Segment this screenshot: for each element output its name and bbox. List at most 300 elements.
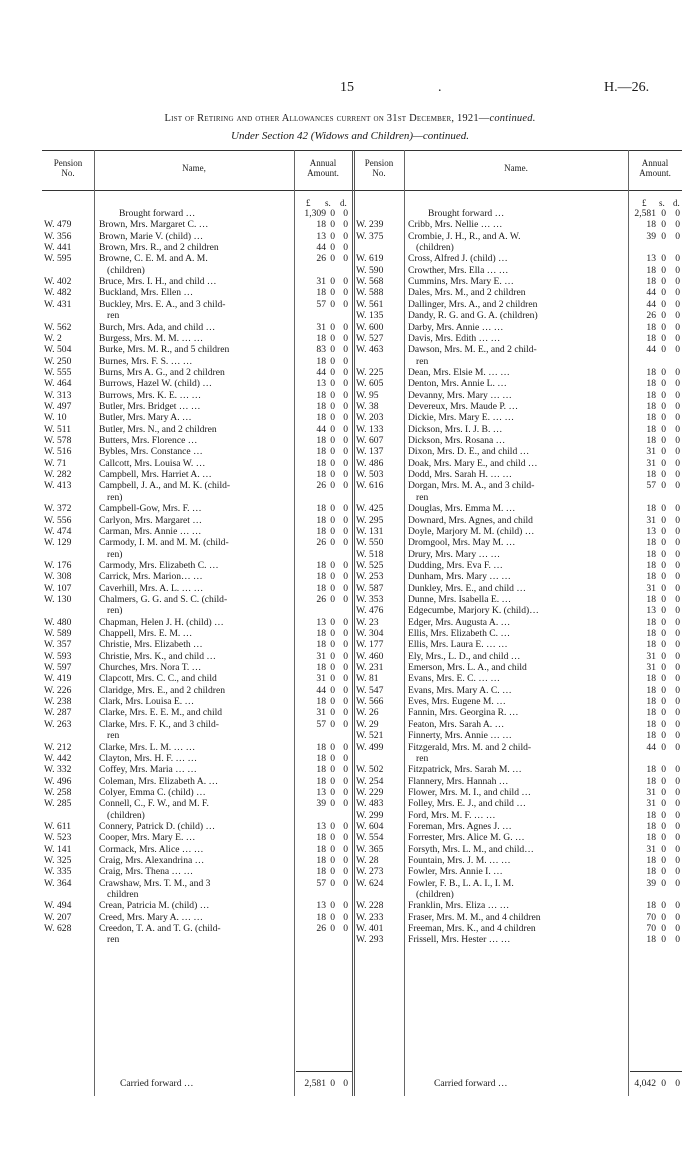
pension-number: W. 556 (44, 514, 72, 526)
amount-pounds: 31 (316, 321, 326, 333)
amount-shillings: 0 (661, 287, 666, 299)
amount-pounds: 26 (316, 537, 326, 549)
pension-number: W. 516 (44, 446, 72, 458)
pensioner-name: Downard, Mrs. Agnes, and child (408, 514, 533, 526)
pensioner-name: (children) (107, 264, 145, 276)
amount-pence: 0 (675, 435, 680, 446)
amount-pence: 0 (343, 900, 348, 912)
pensioner-name: ren (107, 310, 120, 322)
pensioner-name: Clarke, Mrs. F. K., and 3 child- (99, 718, 219, 730)
amount-shillings: 0 (661, 707, 666, 719)
amount-pounds: 18 (316, 662, 326, 673)
amount-shillings: 0 (330, 389, 335, 401)
amount-shillings: 0 (330, 639, 335, 651)
pension-number: W. 141 (44, 843, 72, 855)
amount-pence: 0 (675, 480, 680, 492)
amount-pence: 0 (675, 537, 680, 549)
amount-pence: 0 (675, 582, 680, 594)
pension-number: W. 628 (44, 923, 72, 935)
pension-number: W. 482 (44, 287, 72, 299)
left-total-rule (296, 1071, 352, 1072)
amount-pounds: 18 (316, 332, 326, 344)
pensioner-name: Christie, Mrs. Elizabeth … (99, 639, 203, 651)
pensioner-name: Buckland, Mrs. Ellen … (99, 287, 194, 299)
pension-number: W. 419 (44, 673, 72, 685)
pension-number: W. 81 (356, 673, 379, 685)
amount-pence: 0 (343, 639, 348, 651)
amount-pounds: 39 (316, 798, 326, 810)
amount-shillings: 0 (330, 900, 335, 912)
pension-number: W. 308 (44, 571, 72, 583)
amount-shillings: 0 (330, 253, 335, 265)
amount-pence: 0 (343, 446, 348, 458)
pensioner-name: Campbell, J. A., and M. K. (child- (99, 480, 231, 492)
amount-shillings: 0 (330, 287, 335, 299)
amount-pence: 0 (675, 264, 680, 276)
amount-pounds: 18 (316, 355, 326, 367)
pensioner-name: Dawson, Mrs. M. E., and 2 child- (408, 344, 537, 356)
amount-pence: 0 (675, 605, 680, 617)
column-rule (294, 150, 295, 1096)
amount-pounds: 18 (316, 696, 326, 708)
amount-shillings: 0 (661, 696, 666, 708)
amount-shillings: 0 (661, 469, 666, 481)
amount-pence: 0 (343, 775, 348, 787)
amount-shillings: 0 (330, 696, 335, 708)
amount-pounds: 13 (646, 605, 656, 617)
amount-pence: 0 (343, 344, 348, 356)
pensioner-name: Burrows, Hazel W. (child) … (99, 378, 212, 390)
pensioner-name: Claridge, Mrs. E., and 2 children (99, 684, 226, 696)
amount-pence: 0 (343, 503, 348, 515)
amount-pence: 0 (675, 662, 680, 673)
amount-shillings: 0 (330, 503, 335, 515)
pensioner-name: Chapman, Helen J. H. (child) … (99, 616, 224, 628)
pension-number: W. 547 (356, 684, 384, 696)
amount-shillings: 0 (330, 321, 335, 333)
amount-shillings: 0 (661, 798, 666, 810)
pension-number: W. 605 (356, 378, 384, 390)
amount-pence: 0 (675, 639, 680, 651)
amount-shillings: 0 (330, 514, 335, 526)
brought-forward-label: Brought forward … (119, 208, 196, 219)
pension-number: W. 595 (44, 253, 72, 265)
amount-pence: 0 (343, 469, 348, 481)
amount-pence: 0 (675, 446, 680, 458)
amount-shillings: 0 (330, 786, 335, 798)
amount-pounds: 18 (316, 525, 326, 537)
pensioner-name: Featon, Mrs. Sarah A. … (408, 718, 505, 730)
pension-number: W. 624 (356, 877, 384, 889)
amount-pounds: 39 (646, 877, 656, 889)
amount-pounds: 18 (646, 718, 656, 730)
pension-number: W. 313 (44, 389, 72, 401)
amount-pence: 0 (343, 911, 348, 923)
pensioner-name: Dunne, Mrs. Isabella E. … (408, 593, 512, 605)
pension-number: W. 95 (356, 389, 379, 401)
subtitle-middle: Widows and Children) (314, 130, 414, 142)
amount-shillings: 0 (661, 582, 666, 594)
amount-pounds: 44 (316, 684, 326, 696)
pension-number: W. 131 (356, 525, 384, 537)
table-header-rule (42, 190, 682, 191)
pensioner-name: Butler, Mrs. Bridget … … (99, 400, 201, 412)
header-name-left: Name, (182, 163, 206, 173)
amount-pounds: 18 (646, 628, 656, 639)
amount-pounds: 18 (316, 469, 326, 481)
pensioner-name: Burch, Mrs. Ada, and child … (99, 321, 216, 333)
amount-pence: 0 (675, 230, 680, 242)
pension-number: W. 401 (356, 923, 384, 935)
amount-pounds: 18 (316, 219, 326, 231)
pensioner-name: Dales, Mrs. M., and 2 children (408, 287, 526, 299)
amount-shillings: 0 (330, 820, 335, 832)
pension-number: W. 425 (356, 503, 384, 515)
pensioner-name: Butters, Mrs. Florence … (99, 435, 198, 446)
amount-pence: 0 (343, 707, 348, 719)
amount-pounds: 31 (316, 276, 326, 288)
pensioner-name: Carmody, I. M. and M. M. (child- (99, 537, 229, 549)
pensioner-name: Butler, Mrs. N., and 2 children (99, 423, 217, 435)
amount-shillings: 0 (661, 514, 666, 526)
amount-pounds: 18 (316, 639, 326, 651)
amount-pounds: 18 (646, 809, 656, 821)
amount-pence: 0 (343, 480, 348, 492)
amount-pounds: 31 (646, 446, 656, 458)
amount-pounds: 18 (646, 219, 656, 231)
amount-pence: 0 (675, 571, 680, 583)
amount-pounds: 18 (646, 559, 656, 571)
pensioner-name: Brown, Marie V. (child) … (99, 230, 204, 242)
amount-pounds: 18 (646, 435, 656, 446)
amount-pounds: 57 (646, 480, 656, 492)
amount-pence: 0 (675, 344, 680, 356)
amount-pence: 0 (675, 514, 680, 526)
amount-pounds: 18 (646, 321, 656, 333)
pensioner-name: Devanny, Mrs. Mary … … (408, 389, 512, 401)
amount-pounds: 18 (646, 469, 656, 481)
amount-pence: 0 (343, 559, 348, 571)
amount-pence: 0 (343, 764, 348, 776)
pension-number: W. 518 (356, 548, 384, 560)
amount-pence: 0 (343, 820, 348, 832)
amount-pounds: 13 (646, 253, 656, 265)
amount-pence: 0 (675, 684, 680, 696)
amount-pounds: 18 (316, 389, 326, 401)
amount-pounds: 44 (316, 423, 326, 435)
amount-pence: 0 (675, 673, 680, 685)
carried-forward-shillings-right: 0 (661, 1078, 666, 1089)
amount-pounds: 18 (646, 764, 656, 776)
pensioner-name: Browne, C. E. M. and A. M. (99, 253, 208, 265)
pension-number: W. 28 (356, 855, 379, 866)
amount-shillings: 0 (330, 877, 335, 889)
pension-number: W. 233 (356, 911, 384, 923)
amount-shillings: 0 (330, 571, 335, 583)
amount-shillings: 0 (661, 809, 666, 821)
carried-forward-pounds-left: 2,581 (304, 1078, 326, 1089)
amount-shillings: 0 (330, 355, 335, 367)
pensioner-name: Flower, Mrs. M. I., and child … (408, 786, 531, 798)
amount-pence: 0 (675, 366, 680, 378)
amount-pence: 0 (343, 457, 348, 469)
amount-shillings: 0 (330, 718, 335, 730)
amount-shillings: 0 (661, 571, 666, 583)
amount-shillings: 0 (330, 650, 335, 662)
pensioner-name: ren) (107, 605, 123, 617)
pensioner-name: Dodd, Mrs. Sarah H. … … (408, 469, 512, 481)
amount-shillings: 0 (661, 616, 666, 628)
amount-pounds: 13 (316, 900, 326, 912)
amount-pounds: 31 (316, 650, 326, 662)
pension-number: W. 588 (356, 287, 384, 299)
pensioner-name: Fowler, F. B., L. A. I., I. M. (408, 877, 514, 889)
amount-pence: 0 (675, 650, 680, 662)
brought-forward-label: Brought forward … (428, 208, 505, 219)
pensioner-name: Carmody, Mrs. Elizabeth C. … (99, 559, 219, 571)
amount-pence: 0 (675, 389, 680, 401)
pension-number: W. 273 (356, 866, 384, 878)
pension-number: W. 212 (44, 741, 72, 753)
pension-number: W. 587 (356, 582, 384, 594)
pension-number: W. 207 (44, 911, 72, 923)
amount-pence: 0 (343, 276, 348, 288)
amount-pounds: 18 (646, 616, 656, 628)
pensioner-name: Dunkley, Mrs. E., and child … (408, 582, 526, 594)
pensioner-name: Coffey, Mrs. Maria … … (99, 764, 197, 776)
pensioner-name: Crawshaw, Mrs. T. M., and 3 (99, 877, 211, 889)
pension-number: W. 177 (356, 639, 384, 651)
pension-number: W. 372 (44, 503, 72, 515)
amount-shillings: 0 (661, 332, 666, 344)
amount-shillings: 0 (661, 673, 666, 685)
amount-shillings: 0 (661, 911, 666, 923)
amount-pounds: 31 (646, 650, 656, 662)
pension-number: W. 287 (44, 707, 72, 719)
amount-pence: 0 (675, 559, 680, 571)
document-reference: H.—26. (604, 80, 650, 95)
amount-pence: 0 (675, 616, 680, 628)
header-name-right: Name. (504, 163, 528, 173)
amount-shillings: 0 (661, 843, 666, 855)
amount-pounds: 44 (646, 287, 656, 299)
amount-pence: 0 (675, 911, 680, 923)
pensioner-name: Fannin, Mrs. Georgina R. … (408, 707, 519, 719)
amount-pence: 0 (343, 877, 348, 889)
amount-pence: 0 (343, 332, 348, 344)
amount-shillings: 0 (661, 934, 666, 946)
amount-pence: 0 (675, 866, 680, 878)
pension-number: W. 239 (356, 219, 384, 231)
pensioner-name: Dallinger, Mrs. A., and 2 children (408, 298, 538, 310)
pensioner-name: Caverhill, Mrs. A. L. … … (99, 582, 204, 594)
pension-number: W. 29 (356, 718, 379, 730)
amount-shillings: 0 (661, 923, 666, 935)
amount-pounds: 18 (646, 696, 656, 708)
amount-pounds: 31 (316, 707, 326, 719)
carried-forward-pence-right: 0 (675, 1078, 680, 1089)
amount-pounds: 18 (316, 832, 326, 844)
pension-number: W. 304 (356, 628, 384, 639)
amount-pounds: 18 (316, 503, 326, 515)
amount-pounds: 18 (316, 571, 326, 583)
amount-pounds: 18 (646, 503, 656, 515)
amount-shillings: 0 (661, 877, 666, 889)
pensioner-name: Brown, Mrs. R., and 2 children (99, 242, 219, 253)
amount-pence: 0 (343, 582, 348, 594)
amount-pounds: 18 (646, 900, 656, 912)
pension-number: W. 356 (44, 230, 72, 242)
amount-shillings: 0 (661, 775, 666, 787)
pensioner-name: Creedon, T. A. and T. G. (child- (99, 923, 221, 935)
pensioner-name: Burrows, Mrs. K. E. … … (99, 389, 202, 401)
brought-forward-shillings: 0 (661, 208, 666, 219)
amount-shillings: 0 (330, 537, 335, 549)
amount-pounds: 18 (316, 559, 326, 571)
amount-pounds: 18 (316, 287, 326, 299)
pension-number: W. 129 (44, 537, 72, 549)
pension-number: W. 476 (356, 605, 384, 617)
amount-shillings: 0 (661, 310, 666, 322)
amount-pence: 0 (343, 378, 348, 390)
amount-pence: 0 (675, 412, 680, 424)
amount-shillings: 0 (330, 843, 335, 855)
pensioner-name: Christie, Mrs. K., and child … (99, 650, 216, 662)
amount-shillings: 0 (661, 741, 666, 753)
amount-pounds: 31 (646, 514, 656, 526)
pensioner-name: Cross, Alfred J. (child) … (408, 253, 508, 265)
amount-shillings: 0 (661, 662, 666, 673)
pensioner-name: Forrester, Mrs. Alice M. G. … (408, 832, 525, 844)
amount-shillings: 0 (661, 628, 666, 639)
amount-shillings: 0 (330, 435, 335, 446)
pension-number: W. 502 (356, 764, 384, 776)
pension-number: W. 357 (44, 639, 72, 651)
amount-pence: 0 (675, 457, 680, 469)
amount-pounds: 31 (646, 582, 656, 594)
pension-number: W. 293 (356, 934, 384, 946)
amount-pounds: 18 (646, 332, 656, 344)
pension-number: W. 26 (356, 707, 379, 719)
amount-shillings: 0 (661, 378, 666, 390)
amount-pence: 0 (675, 809, 680, 821)
amount-shillings: 0 (661, 457, 666, 469)
amount-pence: 0 (675, 707, 680, 719)
amount-shillings: 0 (330, 673, 335, 685)
amount-pence: 0 (343, 628, 348, 639)
amount-pence: 0 (343, 389, 348, 401)
pensioner-name: Dudding, Mrs. Eva F. … (408, 559, 503, 571)
amount-pounds: 39 (646, 230, 656, 242)
brought-forward-pounds: 1,309 (304, 208, 326, 219)
header-amount-left: Annual Amount. (307, 158, 339, 178)
amount-pence: 0 (343, 525, 348, 537)
amount-pence: 0 (675, 832, 680, 844)
pension-number: W. 413 (44, 480, 72, 492)
subtitle-prefix: Under Section 42 ( (231, 130, 315, 142)
amount-pence: 0 (675, 310, 680, 322)
pensioner-name: Dunham, Mrs. Mary … … (408, 571, 511, 583)
amount-pence: 0 (675, 287, 680, 299)
pensioner-name: Foreman, Mrs. Agnes J. … (408, 820, 512, 832)
pension-number: W. 486 (356, 457, 384, 469)
pension-number: W. 460 (356, 650, 384, 662)
pensioner-name: Brown, Mrs. Margaret C. … (99, 219, 209, 231)
pensioner-name: (children) (416, 242, 454, 253)
amount-shillings: 0 (661, 435, 666, 446)
pensioner-name: Carrick, Mrs. Marion… … (99, 571, 203, 583)
amount-shillings: 0 (661, 650, 666, 662)
amount-shillings: 0 (661, 537, 666, 549)
amount-pounds: 31 (646, 457, 656, 469)
pension-number: W. 71 (44, 457, 67, 469)
pensioner-name: Franklin, Mrs. Eliza … … (408, 900, 510, 912)
pension-number: W. 494 (44, 900, 72, 912)
amount-pounds: 18 (316, 582, 326, 594)
amount-pounds: 18 (646, 264, 656, 276)
right-total-rule (630, 1071, 682, 1072)
amount-shillings: 0 (330, 480, 335, 492)
pensioner-name: Dickson, Mrs. I. J. B. … (408, 423, 503, 435)
amount-shillings: 0 (330, 525, 335, 537)
pensioner-name: Clarke, Mrs. E. E. M., and child (99, 707, 223, 719)
amount-pence: 0 (675, 786, 680, 798)
pensioner-name: Clark, Mrs. Louisa E. … (99, 696, 195, 708)
amount-pence: 0 (675, 400, 680, 412)
amount-shillings: 0 (661, 900, 666, 912)
amount-shillings: 0 (661, 503, 666, 515)
amount-pounds: 18 (316, 764, 326, 776)
amount-shillings: 0 (330, 582, 335, 594)
pensioner-name: Fowler, Mrs. Annie I. … (408, 866, 503, 878)
pension-number: W. 133 (356, 423, 384, 435)
unit-shillings: s. (659, 198, 665, 208)
pension-number: W. 263 (44, 718, 72, 730)
pension-number: W. 285 (44, 798, 72, 810)
amount-pence: 0 (343, 219, 348, 231)
amount-pounds: 18 (646, 423, 656, 435)
pension-number: W. 562 (44, 321, 72, 333)
amount-shillings: 0 (661, 548, 666, 560)
pension-number: W. 593 (44, 650, 72, 662)
amount-shillings: 0 (330, 752, 335, 764)
amount-pence: 0 (675, 855, 680, 866)
pension-number: W. 497 (44, 400, 72, 412)
amount-pence: 0 (675, 321, 680, 333)
pension-number: W. 521 (356, 730, 384, 742)
amount-pounds: 18 (646, 673, 656, 685)
amount-pence: 0 (343, 673, 348, 685)
pensioner-name: (children) (107, 809, 145, 821)
amount-shillings: 0 (330, 798, 335, 810)
pension-number: W. 38 (356, 400, 379, 412)
amount-pounds: 18 (316, 412, 326, 424)
amount-shillings: 0 (330, 628, 335, 639)
amount-shillings: 0 (330, 923, 335, 935)
pensioner-name: Doyle, Marjory M. M. (child) … (408, 525, 535, 537)
amount-pounds: 18 (646, 412, 656, 424)
pension-number: W. 616 (356, 480, 384, 492)
amount-shillings: 0 (661, 389, 666, 401)
amount-pence: 0 (675, 798, 680, 810)
pensioner-name: Campbell, Mrs. Harriet A. … (99, 469, 212, 481)
pension-number: W. 441 (44, 242, 72, 253)
amount-pounds: 13 (316, 786, 326, 798)
pensioner-name: Drury, Mrs. Mary … … (408, 548, 501, 560)
pensioner-name: ren (107, 934, 120, 946)
amount-shillings: 0 (330, 446, 335, 458)
amount-pounds: 18 (646, 548, 656, 560)
